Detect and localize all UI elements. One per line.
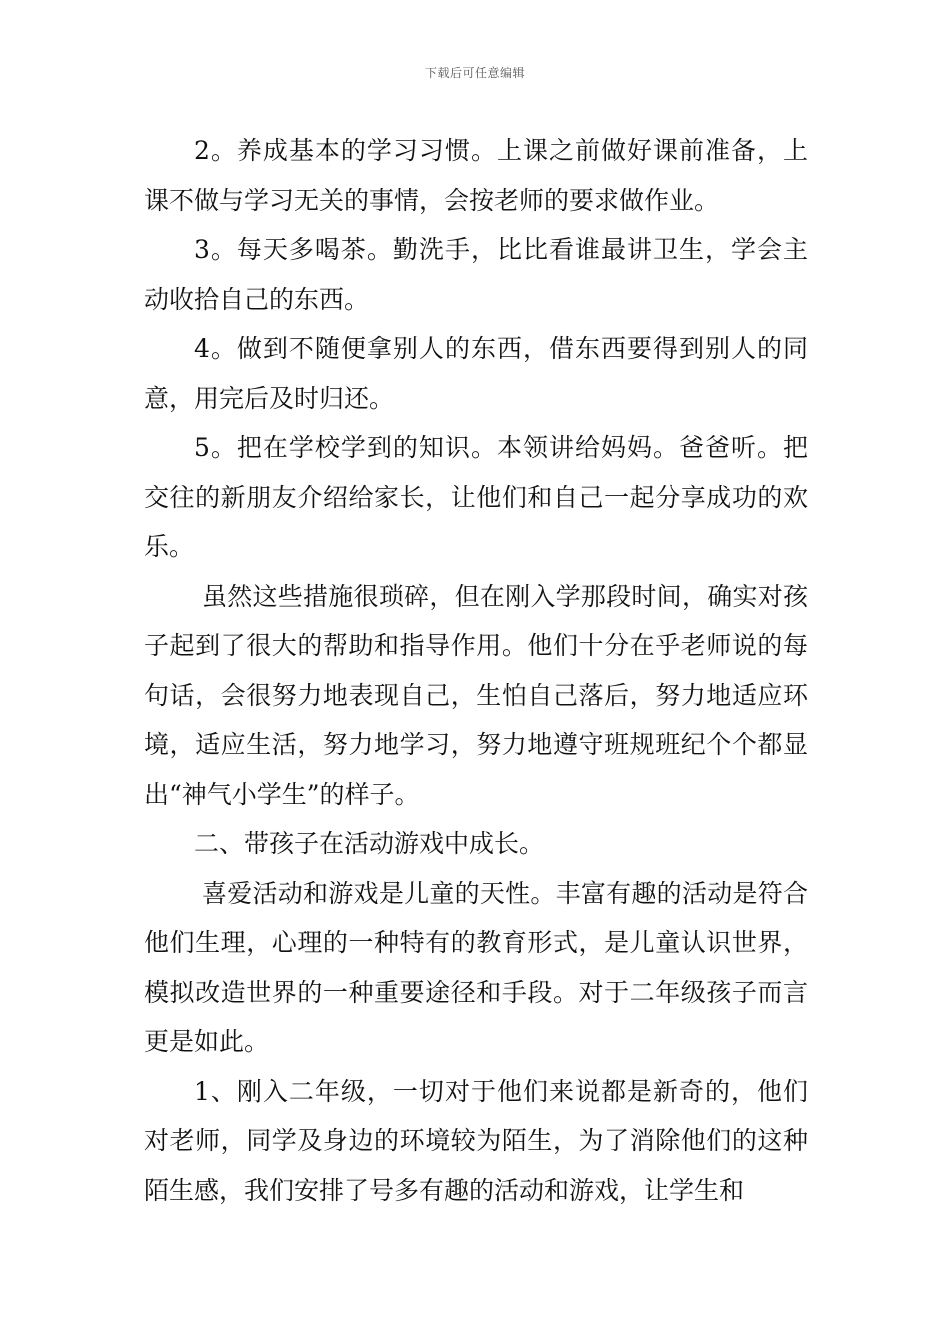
paragraph-sharing: 5。把在学校学到的知识。本领讲给妈妈。爸爸听。把交往的新朋友介绍给家长，让他们和自己一起分享成功的欢乐。	[144, 433, 808, 561]
paragraph-borrowing: 4。做到不随便拿别人的东西，借东西要得到别人的同意，用完后及时归还。	[144, 334, 808, 413]
section-heading-activities: 二、带孩子在活动游戏中成长。	[194, 829, 545, 858]
document-body	[144, 126, 808, 1215]
paragraph-activities-intro: 喜爱活动和游戏是儿童的天性。丰富有趣的活动是符合他们生理，心理的一种特有的教育形式，是儿童认识世界，模拟改造世界的一种重要途径和手段。对于二年级孩子而言更是如此。	[144, 878, 808, 1056]
page-header: 下载后可任意编辑	[424, 66, 525, 80]
paragraph-measures-summary: 虽然这些措施很琐碎，但在刚入学那段时间，确实对孩子起到了很大的帮助和指导作用。他们十分在乎老师说的每句话，会很努力地表现自己，生怕自己落后，努力地适应环境，适应生活，努力地学习，努力地遵守班规班纪个个都显出“神气小学生”的样子。	[144, 581, 808, 809]
paragraph-hygiene: 3。每天多喝茶。勤洗手，比比看谁最讲卫生，学会主动收拾自己的东西。	[144, 235, 808, 314]
paragraph-new-grade: 1、刚入二年级，一切对于他们来说都是新奇的，他们对老师，同学及身边的环境较为陌生，为了消除他们的这种陌生感，我们安排了号多有趣的活动和游戏，让学生和	[144, 1076, 808, 1205]
paragraph-habits: 2。养成基本的学习习惯。上课之前做好课前准备，上课不做与学习无关的事情，会按老师的要求做作业。	[144, 136, 808, 215]
